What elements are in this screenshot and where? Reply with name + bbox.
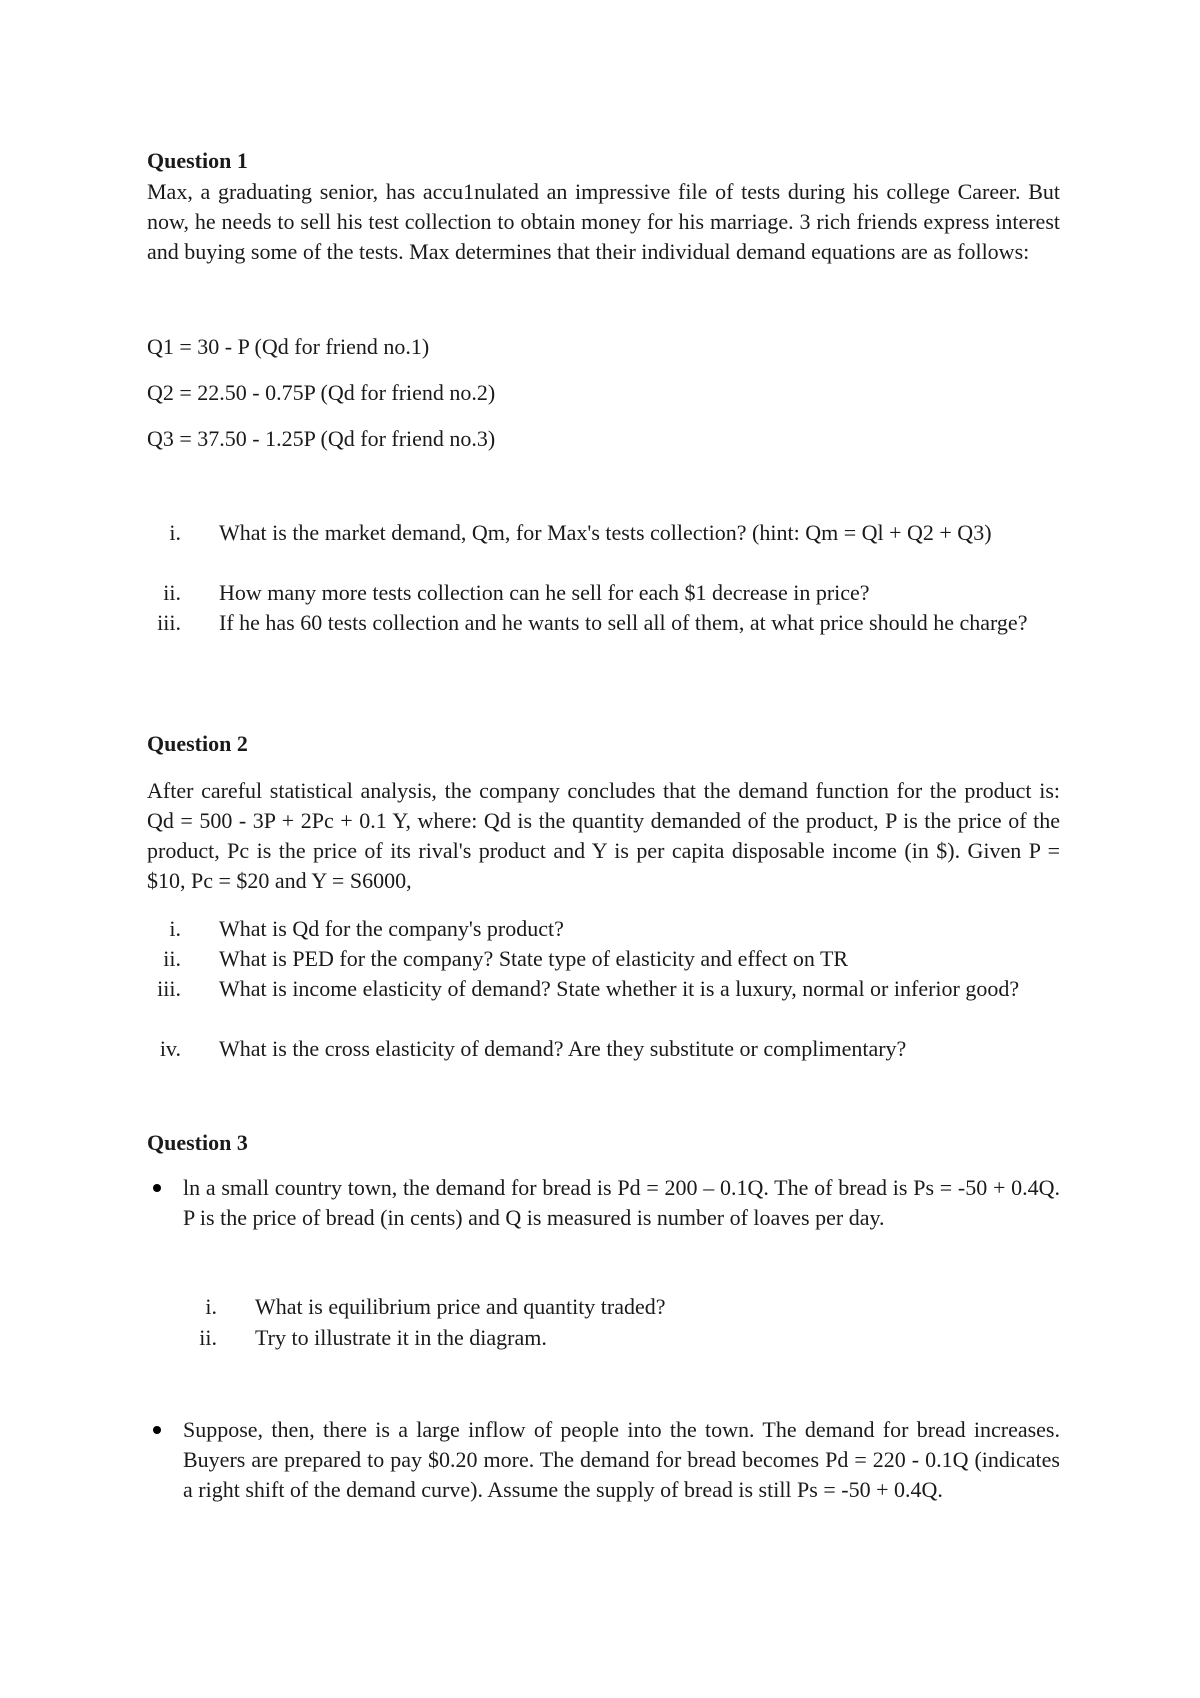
question-2-paragraph: After careful statistical analysis, the company concludes that the demand function for the product is: Qd = 500 - 3P + 2Pc + 0.1 Y, where: Qd is the quantity demanded of the product, P is the price of the product, Pc is the price of its rival's product and Y is per capita disposable income (in $). Given P = $10, Pc = $20 and Y = S6000, (147, 778, 1060, 893)
equation-q1: Q1 = 30 - P (Qd for friend no.1) (147, 334, 430, 359)
equation-q2: Q2 = 22.50 - 0.75P (Qd for friend no.2) (147, 380, 496, 405)
list-number: ii. (199, 1325, 217, 1350)
list-number: i. (169, 520, 181, 545)
list-text: What is the cross elasticity of demand? Are they substitute or complimentary? (219, 1036, 907, 1061)
question-3-title: Question 3 (147, 1130, 248, 1155)
list-number: i. (169, 916, 181, 941)
list-text: What is equilibrium price and quantity traded? (255, 1294, 666, 1319)
list-text: What is Qd for the company's product? (219, 916, 564, 941)
bullet-dot-icon (153, 1426, 161, 1434)
bullet-dot-icon (153, 1184, 161, 1192)
question-2-title: Question 2 (147, 731, 248, 756)
list-number: iii. (157, 976, 181, 1001)
question-1-title: Question 1 (147, 148, 248, 173)
bullet-text: ln a small country town, the demand for bread is Pd = 200 – 0.1Q. The of bread is Ps = -50 + 0.4Q. P is the price of bread (in cents) and Q is measured is number of loaves per day. (183, 1175, 1060, 1230)
list-text: What is the market demand, Qm, for Max's tests collection? (hint: Qm = Ql + Q2 + Q3) (219, 520, 992, 545)
list-text: Try to illustrate it in the diagram. (255, 1325, 547, 1350)
list-text: What is PED for the company? State type of elasticity and effect on TR (219, 946, 849, 971)
list-text: How many more tests collection can he sell for each $1 decrease in price? (219, 580, 870, 605)
bullet-text: Suppose, then, there is a large inflow of people into the town. The demand for bread increases. Buyers are prepared to pay $0.20 more. The demand for bread becomes Pd = 220 - 0.1Q (indicates a right shift of the demand curve). Assume the supply of bread is still Ps = -50 + 0.4Q. (183, 1417, 1060, 1502)
list-number: ii. (163, 580, 181, 605)
list-number: iv. (159, 1036, 181, 1061)
question-1-paragraph: Max, a graduating senior, has accu1nulated an impressive file of tests during his college Career. But now, he needs to sell his test collection to obtain money for his marriage. 3 rich friends express interest and buying some of the tests. Max determines that their individual demand equations are as follows: (147, 179, 1060, 264)
list-number: i. (205, 1294, 217, 1319)
list-text: If he has 60 tests collection and he wants to sell all of them, at what price should he charge? (219, 610, 1028, 635)
list-number: iii. (157, 610, 181, 635)
equation-q3: Q3 = 37.50 - 1.25P (Qd for friend no.3) (147, 426, 496, 451)
list-text: What is income elasticity of demand? State whether it is a luxury, normal or inferior good? (219, 976, 1020, 1001)
list-number: ii. (163, 946, 181, 971)
